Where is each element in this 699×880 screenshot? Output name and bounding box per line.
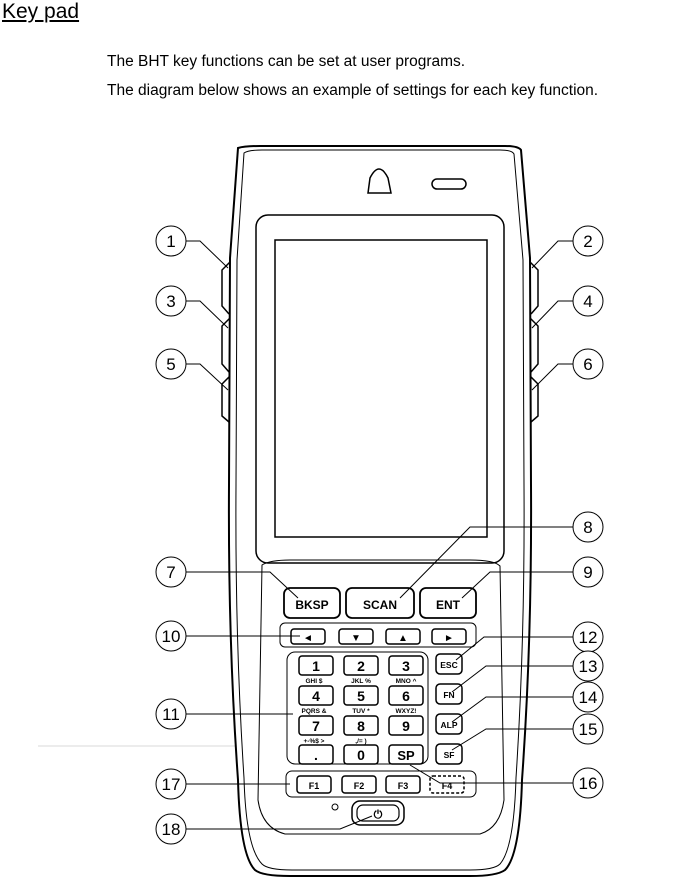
key-6[interactable] xyxy=(389,686,423,705)
svg-text:12: 12 xyxy=(578,628,598,647)
key-1[interactable] xyxy=(299,656,333,675)
svg-text:16: 16 xyxy=(578,774,598,793)
key-period[interactable] xyxy=(299,745,333,764)
callout-4 xyxy=(573,286,603,316)
svg-text:F4: F4 xyxy=(441,781,453,791)
svg-text:6: 6 xyxy=(402,688,410,704)
sublabel-ghi: GHI $ xyxy=(305,678,323,685)
svg-text:2: 2 xyxy=(357,658,365,674)
sublabel-wxyz: WXYZ! xyxy=(395,708,417,715)
svg-text:ESC: ESC xyxy=(440,660,458,670)
svg-text:9: 9 xyxy=(402,718,410,734)
callout-6 xyxy=(573,349,603,379)
svg-text:6: 6 xyxy=(583,355,593,374)
svg-text:►: ► xyxy=(444,633,454,644)
key-9[interactable] xyxy=(389,716,423,735)
callout-17 xyxy=(156,769,186,799)
key-4[interactable] xyxy=(299,686,333,705)
callout-11 xyxy=(156,699,186,729)
svg-text:BKSP: BKSP xyxy=(295,598,329,612)
sublabel-pqrs: PQRS & xyxy=(301,708,327,715)
svg-text:17: 17 xyxy=(161,775,181,794)
key-5[interactable] xyxy=(344,686,378,705)
sublabel-symbols-1: +-%$ > xyxy=(303,738,325,745)
digit-keys xyxy=(299,656,423,764)
callout-7 xyxy=(156,557,186,587)
svg-text:8: 8 xyxy=(357,718,365,734)
svg-text:2: 2 xyxy=(583,232,593,251)
svg-text:13: 13 xyxy=(578,657,598,676)
key-8[interactable] xyxy=(344,716,378,735)
callout-2 xyxy=(573,226,603,256)
up-arrow-key[interactable] xyxy=(386,629,420,644)
callout-10 xyxy=(156,621,186,651)
svg-text:4: 4 xyxy=(583,292,593,311)
svg-text:▲: ▲ xyxy=(398,633,408,644)
svg-text:5: 5 xyxy=(357,688,365,704)
sublabel-mno: MNO ^ xyxy=(395,678,417,685)
power-led xyxy=(332,804,338,810)
svg-text:9: 9 xyxy=(583,563,593,582)
svg-text:1: 1 xyxy=(312,658,320,674)
svg-text:F1: F1 xyxy=(308,781,320,791)
scan-key[interactable] xyxy=(346,588,414,618)
description-line-1: The BHT key functions can be set at user programs. xyxy=(107,53,466,70)
svg-text:ENT: ENT xyxy=(436,598,460,612)
callout-16 xyxy=(573,768,603,798)
svg-text:18: 18 xyxy=(161,820,181,839)
svg-text:3: 3 xyxy=(402,658,410,674)
sublabel-jkl: JKL % xyxy=(351,678,371,685)
svg-text:1: 1 xyxy=(166,232,176,251)
svg-text:4: 4 xyxy=(312,688,320,704)
callout-14 xyxy=(573,682,603,712)
section-heading: Key pad xyxy=(2,0,80,23)
callout-9 xyxy=(573,557,603,587)
callout-5 xyxy=(156,349,186,379)
svg-text:15: 15 xyxy=(578,720,598,739)
power-icon: ⏻ xyxy=(373,809,383,821)
f2-key[interactable] xyxy=(342,776,376,793)
svg-text:8: 8 xyxy=(583,518,593,537)
callout-15 xyxy=(573,714,603,744)
svg-text:10: 10 xyxy=(161,627,181,646)
key-7[interactable] xyxy=(299,716,333,735)
esc-key[interactable] xyxy=(436,654,462,674)
svg-text:▼: ▼ xyxy=(351,633,361,644)
callout-1 xyxy=(156,226,186,256)
svg-text:SF: SF xyxy=(443,750,455,760)
f4-key[interactable] xyxy=(430,776,464,793)
led-indicator xyxy=(432,179,466,189)
callout-13 xyxy=(573,651,603,681)
svg-text:F3: F3 xyxy=(397,781,409,791)
svg-text:5: 5 xyxy=(166,355,176,374)
callout-3 xyxy=(156,286,186,316)
display-screen xyxy=(275,240,487,537)
svg-text:F2: F2 xyxy=(353,781,365,791)
svg-text:14: 14 xyxy=(578,688,598,707)
callout-12 xyxy=(573,622,603,652)
svg-text:.: . xyxy=(314,747,318,763)
svg-text:0: 0 xyxy=(357,747,365,763)
svg-text:ALP: ALP xyxy=(440,720,458,730)
svg-text:7: 7 xyxy=(312,718,320,734)
callout-8 xyxy=(573,512,603,542)
svg-text:FN: FN xyxy=(443,690,455,700)
key-0[interactable] xyxy=(344,745,378,764)
key-2[interactable] xyxy=(344,656,378,675)
sf-key[interactable] xyxy=(436,744,462,764)
f1-key[interactable] xyxy=(297,776,331,793)
key-3[interactable] xyxy=(389,656,423,675)
svg-text:◄: ◄ xyxy=(303,633,313,644)
sublabel-symbols-2: ,/= ) xyxy=(355,738,367,745)
sublabel-tuv: TUV * xyxy=(352,708,370,715)
svg-text:7: 7 xyxy=(166,563,176,582)
callout-18 xyxy=(156,814,186,844)
f3-key[interactable] xyxy=(386,776,420,793)
svg-text:SCAN: SCAN xyxy=(362,598,398,612)
svg-text:3: 3 xyxy=(166,292,176,311)
description-line-2: The diagram below shows an example of settings for each key function. xyxy=(107,82,599,99)
svg-text:SP: SP xyxy=(397,748,415,763)
svg-text:11: 11 xyxy=(162,705,180,724)
down-arrow-key[interactable] xyxy=(339,629,373,644)
main-keys xyxy=(284,588,476,618)
key-sp[interactable] xyxy=(389,745,423,764)
right-arrow-key[interactable] xyxy=(432,629,466,644)
